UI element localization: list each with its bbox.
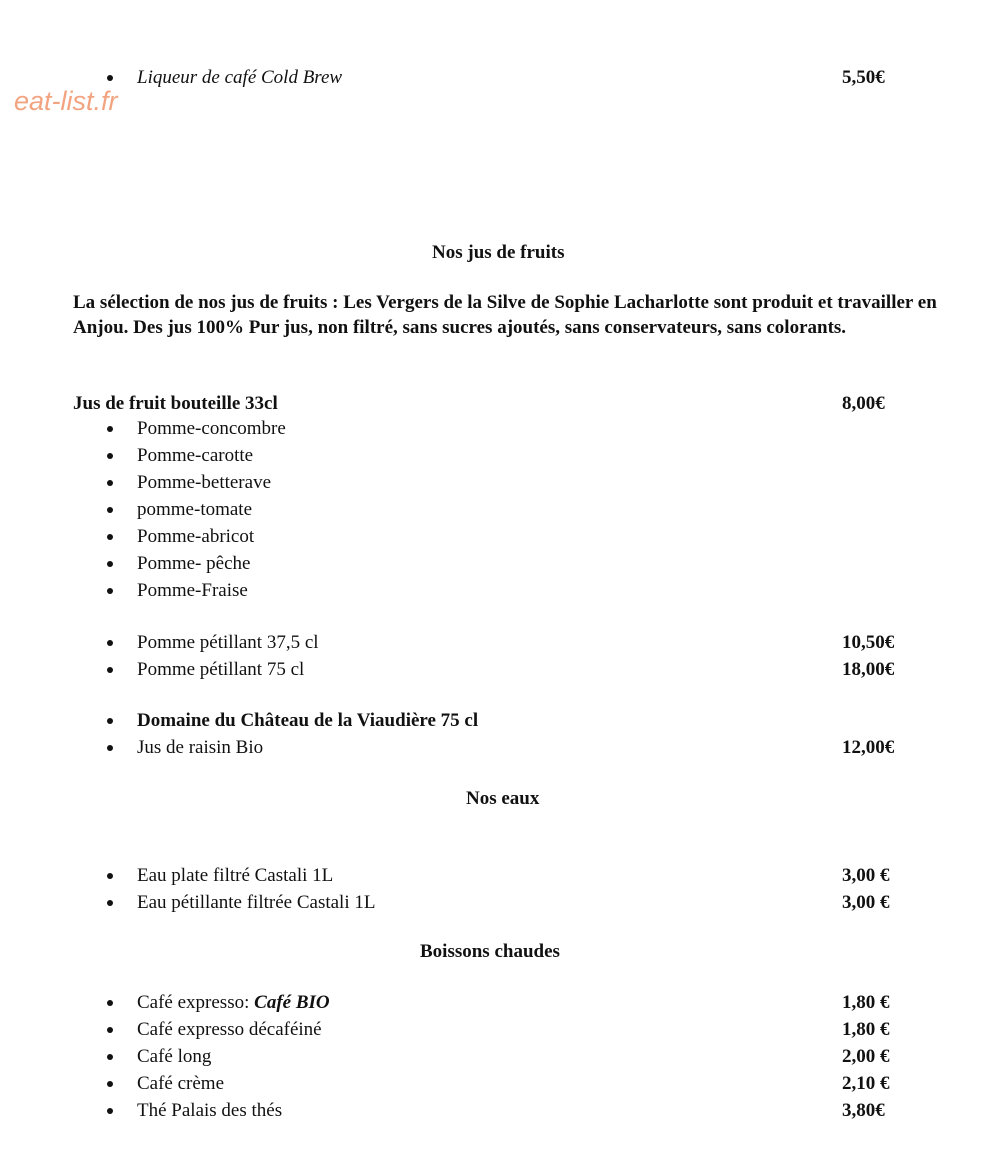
section-title-juices: Nos jus de fruits — [432, 242, 565, 263]
menu-item-label: Pomme pétillant 75 cl — [137, 659, 305, 680]
flavor-item: Pomme-abricot — [137, 526, 255, 547]
bullet — [107, 640, 113, 646]
menu-item-price: 3,00 € — [842, 865, 890, 886]
menu-item-label: Café expresso décaféiné — [137, 1019, 322, 1040]
bullet — [107, 1027, 113, 1033]
menu-item-label: Eau pétillante filtrée Castali 1L — [137, 892, 376, 913]
watermark-logo: eat-list.fr — [14, 86, 118, 116]
bullet — [107, 667, 113, 673]
bullet — [107, 588, 113, 594]
menu-item-price: 2,10 € — [842, 1073, 890, 1094]
menu-item-label: Café crème — [137, 1073, 225, 1094]
flavor-item: pomme-tomate — [137, 499, 253, 520]
menu-item-price: 1,80 € — [842, 992, 890, 1013]
menu-item-label: Pomme pétillant 37,5 cl — [137, 632, 319, 653]
bullet — [107, 1054, 113, 1060]
menu-item-price: 10,50€ — [842, 632, 895, 653]
domaine-heading: Domaine du Château de la Viaudière 75 cl — [137, 710, 479, 731]
bullet — [107, 900, 113, 906]
menu-item-label — [137, 993, 330, 1012]
bullet — [107, 1000, 113, 1006]
bullet — [107, 561, 113, 567]
menu-item-price: 3,00 € — [842, 892, 890, 913]
menu-item-label: Liqueur de café Cold Brew — [137, 67, 343, 88]
bullet — [107, 718, 113, 724]
menu-item-label: Café long — [137, 1046, 212, 1067]
menu-item-label: Eau plate filtré Castali 1L — [137, 865, 334, 886]
section-title-hot-drinks: Boissons chaudes — [420, 941, 560, 962]
bottle-heading: Jus de fruit bouteille 33cl — [73, 393, 278, 414]
espresso-highlight: Café BIO — [254, 992, 330, 1013]
bottle-price: 8,00€ — [842, 393, 885, 414]
bullet — [107, 480, 113, 486]
bullet — [107, 1108, 113, 1114]
bullet — [107, 873, 113, 879]
menu-item-price: 3,80€ — [842, 1100, 885, 1121]
menu-item-price: 18,00€ — [842, 659, 895, 680]
section-intro: La sélection de nos jus de fruits : Les Vergers de la Silve de Sophie Lacharlotte sont produit et travailler en Anjou. Des jus 100% Pur jus, non filtré, sans sucres ajoutés, sans conservateurs, sans colorants. — [73, 292, 937, 338]
bullet — [107, 1081, 113, 1087]
espresso-label: Café expresso: — [137, 992, 255, 1013]
menu-item-price: 2,00 € — [842, 1046, 890, 1067]
flavor-item: Pomme-Fraise — [137, 580, 248, 601]
bullet — [107, 745, 113, 751]
bullet — [107, 453, 113, 459]
bullet — [107, 534, 113, 540]
menu-item-price: 1,80 € — [842, 1019, 890, 1040]
bullet — [107, 507, 113, 513]
bullet — [107, 75, 113, 81]
flavor-item: Pomme-concombre — [137, 418, 286, 439]
flavor-item: Pomme-betterave — [137, 472, 272, 493]
section-title-waters: Nos eaux — [466, 788, 540, 809]
menu-item-label: Jus de raisin Bio — [137, 737, 264, 758]
flavor-item: Pomme-carotte — [137, 445, 254, 466]
menu-item-price: 12,00€ — [842, 737, 895, 758]
menu-item-label: Thé Palais des thés — [137, 1100, 283, 1121]
menu-item-price: 5,50€ — [842, 67, 885, 88]
bullet — [107, 426, 113, 432]
flavor-item: Pomme- pêche — [137, 553, 251, 574]
